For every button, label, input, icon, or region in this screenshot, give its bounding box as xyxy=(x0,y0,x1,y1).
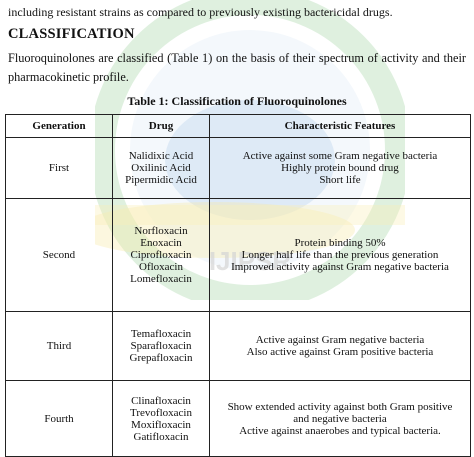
features-cell xyxy=(210,381,471,457)
feature-text: Highly protein bound drug xyxy=(281,162,399,174)
drug-name: Ciprofloxacin xyxy=(130,249,192,261)
drug-cell xyxy=(113,199,210,312)
drug-cell xyxy=(113,138,210,199)
feature-text: Longer half life than the previous generation xyxy=(241,249,439,261)
generation-cell: Third xyxy=(6,312,113,381)
paragraph-line-1: Fluoroquinolones are classified (Table 1) on the basis of their spectrum of activity and their xyxy=(8,51,466,65)
feature-text: Active against anaerobes and typical bacteria. xyxy=(239,424,441,437)
drug-name: Lomefloxacin xyxy=(130,273,192,285)
classification-table xyxy=(5,114,471,457)
header-drug: Drug xyxy=(113,115,210,138)
feature-text: Protein binding 50% xyxy=(294,237,386,249)
feature-text: Active against some Gram negative bacteria xyxy=(242,150,438,162)
section-heading: CLASSIFICATION xyxy=(8,26,135,42)
intro-line: including resistant strains as compared to previously existing bactericidal drugs. xyxy=(8,5,393,19)
features-cell xyxy=(210,199,471,312)
features-cell xyxy=(210,138,471,199)
watermark-label: IJIPSR xyxy=(208,246,292,276)
generation-cell: Second xyxy=(6,199,113,312)
drug-name: Grepafloxacin xyxy=(129,352,193,364)
drug-cell xyxy=(113,312,210,381)
table-header-row xyxy=(6,115,471,138)
table-row xyxy=(6,138,471,199)
drug-name: Norfloxacin xyxy=(134,225,188,237)
drug-name: Pipermidic Acid xyxy=(125,174,197,186)
generation-cell: First xyxy=(6,138,113,199)
drug-cell xyxy=(113,381,210,457)
table-row xyxy=(6,199,471,312)
drug-name: Oxilinic Acid xyxy=(131,162,191,174)
header-features: Characteristic Features xyxy=(210,115,471,138)
drug-name: Temafloxacin xyxy=(130,328,192,340)
generation-cell: Fourth xyxy=(6,381,113,457)
feature-text: and negative bacteria xyxy=(293,412,387,425)
drug-name: Clinafloxacin xyxy=(131,394,191,407)
drug-name: Ofloxacin xyxy=(139,261,183,273)
feature-text: Short life xyxy=(319,174,361,186)
features-cell xyxy=(210,312,471,381)
drug-name: Enoxacin xyxy=(140,237,182,249)
drug-name: Trevofloxacin xyxy=(130,406,192,419)
table-caption: Table 1: Classification of Fluoroquinolones xyxy=(127,94,347,108)
table-row xyxy=(6,312,471,381)
feature-text: Active against Gram negative bacteria xyxy=(255,334,425,346)
drug-name: Nalidixic Acid xyxy=(128,150,194,162)
feature-text: Show extended activity against both Gram positive xyxy=(227,400,453,413)
table-row xyxy=(6,381,471,457)
drug-name: Moxifloxacin xyxy=(131,418,191,431)
feature-text: Also active against Gram positive bacteria xyxy=(246,346,434,358)
drug-name: Gatifloxacin xyxy=(133,430,189,443)
header-generation: Generation xyxy=(6,115,113,138)
drug-name: Sparafloxacin xyxy=(130,340,192,352)
feature-text: Improved activity against Gram negative bacteria xyxy=(231,261,449,273)
paragraph-line-2: pharmacokinetic profile. xyxy=(8,70,129,84)
